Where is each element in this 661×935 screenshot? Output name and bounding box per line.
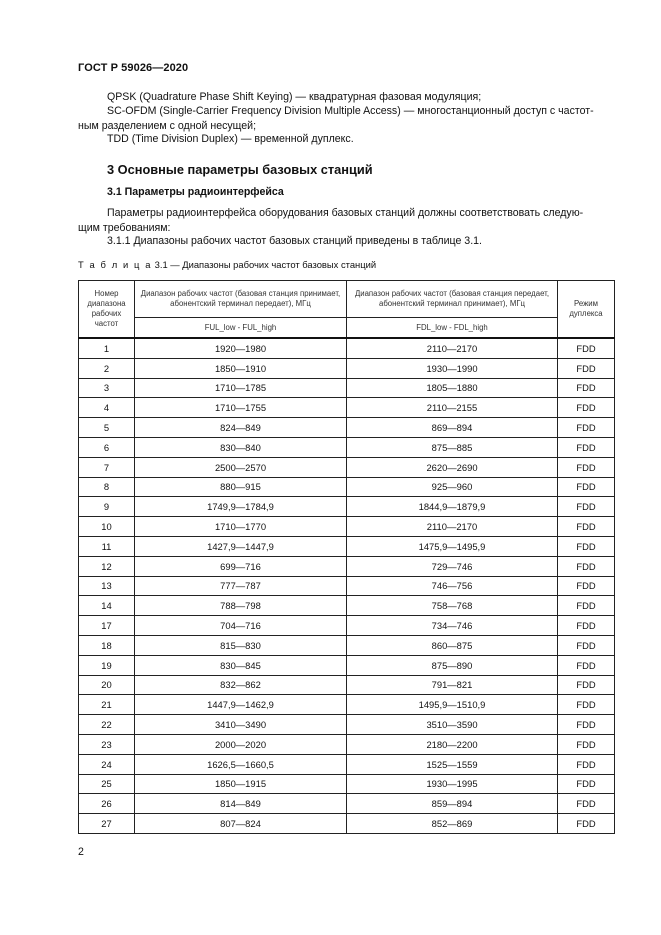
- uplink-cell: 3410—3490: [135, 715, 347, 735]
- mode-cell: FDD: [558, 378, 615, 398]
- uplink-cell: 777—787: [135, 576, 347, 596]
- mode-cell: FDD: [558, 655, 615, 675]
- uplink-cell: 1749,9—1784,9: [135, 497, 347, 517]
- uplink-cell: 1850—1910: [135, 358, 347, 378]
- downlink-cell: 859—894: [347, 794, 558, 814]
- downlink-cell: 2620—2690: [347, 457, 558, 477]
- uplink-cell: 880—915: [135, 477, 347, 497]
- band-cell: 13: [79, 576, 135, 596]
- downlink-cell: 1495,9—1510,9: [347, 695, 558, 715]
- table-row: [79, 338, 615, 358]
- uplink-cell: 1427,9—1447,9: [135, 536, 347, 556]
- downlink-cell: 925—960: [347, 477, 558, 497]
- downlink-cell: 852—869: [347, 814, 558, 834]
- uplink-cell: 814—849: [135, 794, 347, 814]
- band-cell: 25: [79, 774, 135, 794]
- band-cell: 2: [79, 358, 135, 378]
- uplink-cell: 815—830: [135, 635, 347, 655]
- band-cell: 11: [79, 536, 135, 556]
- uplink-cell: 1447,9—1462,9: [135, 695, 347, 715]
- downlink-cell: 1525—1559: [347, 754, 558, 774]
- mode-cell: FDD: [558, 596, 615, 616]
- uplink-cell: 830—840: [135, 437, 347, 457]
- table-row: [79, 497, 615, 517]
- uplink-cell: 1710—1770: [135, 517, 347, 537]
- band-number-header: Номер диапазона рабочих частот: [79, 281, 135, 339]
- mode-cell: FDD: [558, 418, 615, 438]
- table-row: [79, 675, 615, 695]
- uplink-cell: 1710—1755: [135, 398, 347, 418]
- downlink-range-header: Диапазон рабочих частот (базовая станция передает, абонентский терминал принимает), МГц: [347, 281, 558, 318]
- downlink-cell: 758—768: [347, 596, 558, 616]
- table-row: [79, 576, 615, 596]
- table-row: [79, 655, 615, 675]
- table-row: [79, 418, 615, 438]
- mode-cell: FDD: [558, 437, 615, 457]
- table-caption: [78, 259, 376, 270]
- abbreviation-scofdm-continued: ным разделением с одной несущей;: [78, 120, 257, 132]
- mode-cell: FDD: [558, 754, 615, 774]
- body-paragraph-continued: щим требованиям:: [78, 222, 171, 234]
- mode-cell: FDD: [558, 576, 615, 596]
- band-cell: 10: [79, 517, 135, 537]
- abbreviation-qpsk: QPSK (Quadrature Phase Shift Keying) — квадратурная фазовая модуляция;: [107, 91, 482, 103]
- uplink-cell: 699—716: [135, 556, 347, 576]
- downlink-cell: 2180—2200: [347, 734, 558, 754]
- band-cell: 26: [79, 794, 135, 814]
- abbreviation-tdd: TDD (Time Division Duplex) — временной дуплекс.: [107, 133, 354, 145]
- mode-cell: FDD: [558, 734, 615, 754]
- uplink-subheader: FUL_low - FUL_high: [135, 318, 347, 339]
- table-body: [79, 338, 615, 833]
- band-cell: 14: [79, 596, 135, 616]
- downlink-cell: 2110—2170: [347, 338, 558, 358]
- uplink-cell: 807—824: [135, 814, 347, 834]
- table-row: [79, 715, 615, 735]
- downlink-cell: 1475,9—1495,9: [347, 536, 558, 556]
- mode-cell: FDD: [558, 477, 615, 497]
- mode-cell: FDD: [558, 497, 615, 517]
- table-row: [79, 616, 615, 636]
- mode-cell: FDD: [558, 398, 615, 418]
- downlink-cell: 3510—3590: [347, 715, 558, 735]
- mode-cell: FDD: [558, 794, 615, 814]
- table-row: [79, 378, 615, 398]
- table-row: [79, 536, 615, 556]
- band-cell: 6: [79, 437, 135, 457]
- body-paragraph-line: Параметры радиоинтерфейса оборудования базовых станций должны соответствовать следую-: [107, 207, 584, 219]
- downlink-cell: 729—746: [347, 556, 558, 576]
- clause-3-1-1: 3.1.1 Диапазоны рабочих частот базовых станций приведены в таблице 3.1.: [107, 235, 482, 247]
- uplink-range-header: Диапазон рабочих частот (базовая станция принимает, абонентский терминал передает), МГц: [135, 281, 347, 318]
- mode-cell: FDD: [558, 517, 615, 537]
- band-cell: 23: [79, 734, 135, 754]
- table-row: [79, 437, 615, 457]
- band-cell: 5: [79, 418, 135, 438]
- table-row: [79, 398, 615, 418]
- uplink-cell: 2000—2020: [135, 734, 347, 754]
- band-cell: 27: [79, 814, 135, 834]
- page-number: 2: [78, 846, 84, 858]
- band-cell: 19: [79, 655, 135, 675]
- duplex-mode-header: Режим дуплекса: [558, 281, 615, 339]
- mode-cell: FDD: [558, 675, 615, 695]
- uplink-cell: 1710—1785: [135, 378, 347, 398]
- downlink-cell: 869—894: [347, 418, 558, 438]
- table-row: [79, 774, 615, 794]
- band-cell: 20: [79, 675, 135, 695]
- band-cell: 9: [79, 497, 135, 517]
- table-row: [79, 794, 615, 814]
- document-id-header: ГОСТ Р 59026—2020: [78, 62, 189, 74]
- band-cell: 17: [79, 616, 135, 636]
- band-cell: 24: [79, 754, 135, 774]
- table-row: [79, 457, 615, 477]
- band-cell: 21: [79, 695, 135, 715]
- table-row: [79, 814, 615, 834]
- mode-cell: FDD: [558, 338, 615, 358]
- section-title: 3 Основные параметры базовых станций: [107, 162, 373, 177]
- downlink-cell: 2110—2155: [347, 398, 558, 418]
- downlink-cell: 875—890: [347, 655, 558, 675]
- table-row: [79, 754, 615, 774]
- downlink-cell: 746—756: [347, 576, 558, 596]
- downlink-cell: 1805—1880: [347, 378, 558, 398]
- band-cell: 1: [79, 338, 135, 358]
- subsection-title: 3.1 Параметры радиоинтерфейса: [107, 186, 284, 198]
- mode-cell: FDD: [558, 774, 615, 794]
- uplink-cell: 832—862: [135, 675, 347, 695]
- uplink-cell: 1626,5—1660,5: [135, 754, 347, 774]
- band-cell: 22: [79, 715, 135, 735]
- downlink-cell: 1930—1990: [347, 358, 558, 378]
- frequency-bands-table: [78, 280, 615, 834]
- uplink-cell: 2500—2570: [135, 457, 347, 477]
- mode-cell: FDD: [558, 635, 615, 655]
- uplink-cell: 1920—1980: [135, 338, 347, 358]
- downlink-cell: 1844,9—1879,9: [347, 497, 558, 517]
- uplink-cell: 830—845: [135, 655, 347, 675]
- mode-cell: FDD: [558, 715, 615, 735]
- mode-cell: FDD: [558, 457, 615, 477]
- mode-cell: FDD: [558, 616, 615, 636]
- uplink-cell: 1850—1915: [135, 774, 347, 794]
- table-caption-prefix: Т а б л и ц а: [78, 259, 153, 270]
- uplink-cell: 704—716: [135, 616, 347, 636]
- downlink-cell: 1930—1995: [347, 774, 558, 794]
- downlink-cell: 875—885: [347, 437, 558, 457]
- uplink-cell: 788—798: [135, 596, 347, 616]
- downlink-cell: 2110—2170: [347, 517, 558, 537]
- mode-cell: FDD: [558, 695, 615, 715]
- mode-cell: FDD: [558, 358, 615, 378]
- table-row: [79, 556, 615, 576]
- mode-cell: FDD: [558, 536, 615, 556]
- table-row: [79, 477, 615, 497]
- mode-cell: FDD: [558, 814, 615, 834]
- table-caption-text: 3.1 — Диапазоны рабочих частот базовых станций: [152, 259, 377, 270]
- band-cell: 4: [79, 398, 135, 418]
- mode-cell: FDD: [558, 556, 615, 576]
- table-row: [79, 734, 615, 754]
- band-cell: 3: [79, 378, 135, 398]
- downlink-subheader: FDL_low - FDL_high: [347, 318, 558, 339]
- uplink-cell: 824—849: [135, 418, 347, 438]
- downlink-cell: 860—875: [347, 635, 558, 655]
- table-row: [79, 695, 615, 715]
- band-cell: 8: [79, 477, 135, 497]
- table-row: [79, 635, 615, 655]
- table-row: [79, 517, 615, 537]
- band-cell: 7: [79, 457, 135, 477]
- band-cell: 18: [79, 635, 135, 655]
- downlink-cell: 791—821: [347, 675, 558, 695]
- band-cell: 12: [79, 556, 135, 576]
- table-row: [79, 596, 615, 616]
- table-row: [79, 358, 615, 378]
- abbreviation-scofdm: SC-OFDM (Single-Carrier Frequency Division Multiple Access) — многостанционный доступ с частот-: [107, 105, 594, 117]
- downlink-cell: 734—746: [347, 616, 558, 636]
